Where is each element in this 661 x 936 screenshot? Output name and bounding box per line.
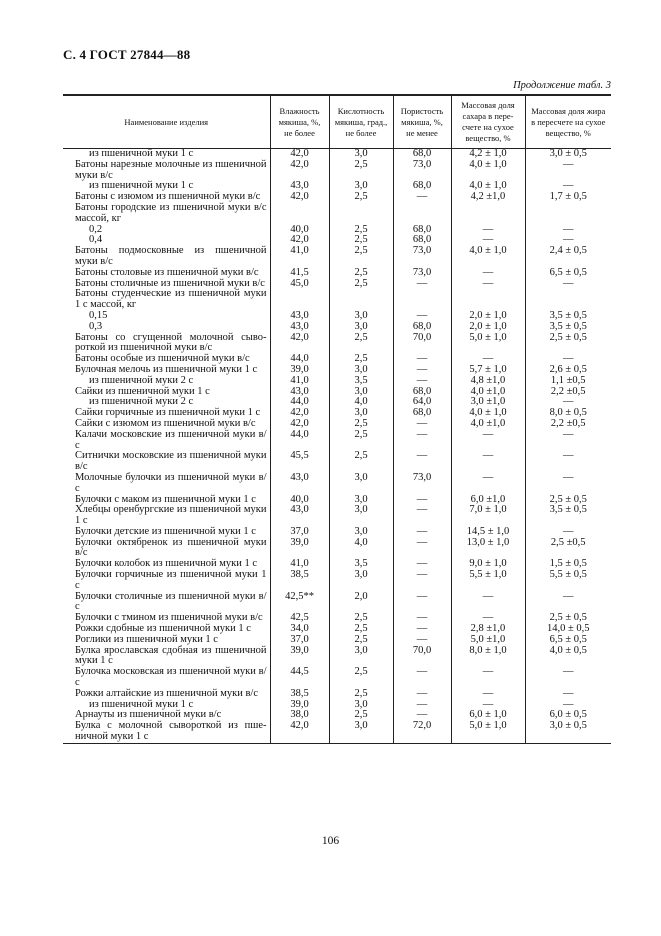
porosity-cell: 73,0 (393, 473, 451, 495)
moisture-cell: 37,0 (270, 527, 329, 538)
sugar-cell: 8,0 ± 1,0 (451, 646, 525, 668)
fat-cell: — (525, 689, 611, 700)
acidity-cell: 3,0 (329, 149, 393, 160)
product-name-cell: Батоны столичные из пшеничной муки в/с (75, 277, 265, 289)
porosity-cell: — (393, 430, 451, 452)
fat-cell: 6,0 ± 0,5 (525, 710, 611, 721)
fat-cell: 2,6 ± 0,5 (525, 365, 611, 376)
sugar-cell: 14,5 ± 1,0 (451, 527, 525, 538)
moisture-cell: 45,0 (270, 279, 329, 290)
acidity-cell: 3,5 (329, 559, 393, 570)
moisture-cell: 42,0 (270, 192, 329, 203)
porosity-cell: — (393, 279, 451, 290)
porosity-cell: 68,0 (393, 235, 451, 246)
porosity-cell: — (393, 710, 451, 721)
table-row (63, 333, 611, 355)
fat-cell: — (525, 667, 611, 689)
moisture-cell: 41,0 (270, 559, 329, 570)
moisture-cell: 38,0 (270, 710, 329, 721)
acidity-cell: 4,0 (329, 397, 393, 408)
sugar-cell: 6,0 ± 1,0 (451, 710, 525, 721)
acidity-cell: 2,5 (329, 689, 393, 700)
acidity-cell: 2,5 (329, 354, 393, 365)
acidity-cell: 3,0 (329, 365, 393, 376)
table-row (63, 430, 611, 452)
porosity-cell: — (393, 505, 451, 527)
fat-cell: 3,5 ± 0,5 (525, 505, 611, 527)
sugar-cell: — (451, 473, 525, 495)
column-header-acidity: Кислотность мякиша, град., не более (329, 95, 393, 149)
fat-cell: 3,0 ± 0,5 (525, 721, 611, 743)
product-name-cell: 0,15 (89, 309, 108, 321)
product-name-cell: Калачи московские из пшеничной муки в/с (75, 428, 267, 451)
table-row (63, 538, 611, 560)
fat-cell: 3,5 ± 0,5 (525, 311, 611, 322)
table-row (63, 451, 611, 473)
product-name-cell: Булочки столичные из пшеничной муки в/с (75, 590, 267, 613)
product-name-cell: Булочки колобок из пшеничной муки 1 с (75, 558, 258, 570)
moisture-cell: 44,0 (270, 430, 329, 452)
fat-cell: 2,5 ± 0,5 (525, 333, 611, 355)
acidity-cell (329, 289, 393, 311)
fat-cell: 2,2 ±0,5 (525, 387, 611, 398)
acidity-cell: 2,5 (329, 667, 393, 689)
porosity-cell: 68,0 (393, 408, 451, 419)
porosity-cell: — (393, 559, 451, 570)
moisture-cell: 43,0 (270, 311, 329, 322)
sugar-cell: 6,0 ±1,0 (451, 495, 525, 506)
moisture-cell (270, 203, 329, 225)
moisture-cell: 43,0 (270, 181, 329, 192)
table-row (63, 289, 611, 311)
acidity-cell: 2,5 (329, 279, 393, 290)
porosity-cell: — (393, 667, 451, 689)
fat-cell: 2,4 ± 0,5 (525, 246, 611, 268)
acidity-cell: 2,5 (329, 635, 393, 646)
acidity-cell: 2,5 (329, 451, 393, 473)
acidity-cell: 3,0 (329, 322, 393, 333)
acidity-cell: 3,0 (329, 473, 393, 495)
porosity-cell: 73,0 (393, 160, 451, 182)
fat-cell: 1,7 ± 0,5 (525, 192, 611, 203)
moisture-cell: 41,5 (270, 268, 329, 279)
sugar-cell: — (451, 235, 525, 246)
porosity-cell: — (393, 365, 451, 376)
acidity-cell: 3,0 (329, 311, 393, 322)
product-name-cell: Булочная мелочь из пшеничной муки 1 с (75, 363, 258, 375)
fat-cell: — (525, 397, 611, 408)
sugar-cell: 2,0 ± 1,0 (451, 311, 525, 322)
fat-cell: 3,5 ± 0,5 (525, 322, 611, 333)
product-name-cell: из пшеничной муки 1 с (89, 148, 194, 159)
acidity-cell: 2,5 (329, 268, 393, 279)
porosity-cell: — (393, 311, 451, 322)
product-name-cell: Хлебцы оренбургские из пшеничной муки 1 с (75, 504, 267, 527)
acidity-cell: 3,0 (329, 408, 393, 419)
column-header-porosity: Пористость мякиша, %, не менее (393, 95, 451, 149)
moisture-cell: 38,5 (270, 570, 329, 592)
acidity-cell: 3,0 (329, 527, 393, 538)
moisture-cell: 42,0 (270, 149, 329, 160)
column-header-sugar: Массовая доля сахара в пересчете на сухое вещество, % (451, 95, 525, 149)
fat-cell: — (525, 451, 611, 473)
product-name-cell: 0,2 (89, 223, 103, 235)
table-row (63, 246, 611, 268)
moisture-cell: 42,5** (270, 592, 329, 614)
porosity-cell: — (393, 700, 451, 711)
moisture-cell: 41,0 (270, 246, 329, 268)
page-header: С. 4 ГОСТ 27844—88 (63, 47, 191, 62)
table-row (63, 721, 611, 743)
fat-cell: 2,5 ±0,5 (525, 538, 611, 560)
sugar-cell: — (451, 700, 525, 711)
acidity-cell: 3,0 (329, 505, 393, 527)
porosity-cell: — (393, 376, 451, 387)
fat-cell: 1,5 ± 0,5 (525, 559, 611, 570)
product-name-cell: Сайки горчичные из пшеничной муки 1 с (75, 407, 261, 419)
product-name-cell: Батоны нарезные молочные из пшеничной муки в/с (75, 158, 267, 181)
moisture-cell: 42,0 (270, 408, 329, 419)
moisture-cell: 42,0 (270, 721, 329, 743)
porosity-cell: 73,0 (393, 268, 451, 279)
fat-cell: — (525, 700, 611, 711)
sugar-cell: 4,0 ± 1,0 (451, 246, 525, 268)
moisture-cell: 38,5 (270, 689, 329, 700)
sugar-cell: — (451, 354, 525, 365)
porosity-cell: 68,0 (393, 387, 451, 398)
sugar-cell: 4,8 ±1,0 (451, 376, 525, 387)
sugar-cell: 7,0 ± 1,0 (451, 505, 525, 527)
table-row (63, 592, 611, 614)
table-row (63, 570, 611, 592)
sugar-cell: 5,5 ± 1,0 (451, 570, 525, 592)
porosity-cell: — (393, 624, 451, 635)
acidity-cell: 4,0 (329, 538, 393, 560)
sugar-cell: — (451, 279, 525, 290)
product-name-cell: Ситнички московские из пшеничной муки в/с (75, 450, 267, 473)
acidity-cell: 2,5 (329, 430, 393, 452)
moisture-cell: 43,0 (270, 473, 329, 495)
acidity-cell: 3,5 (329, 376, 393, 387)
product-name-cell: из пшеничной муки 2 с (89, 374, 194, 386)
sugar-cell: 4,0 ±1,0 (451, 419, 525, 430)
sugar-cell: 4,0 ± 1,0 (451, 181, 525, 192)
fat-cell: 6,5 ± 0,5 (525, 635, 611, 646)
porosity-cell: 70,0 (393, 333, 451, 355)
acidity-cell: 2,5 (329, 419, 393, 430)
porosity-cell (393, 289, 451, 311)
porosity-cell: 70,0 (393, 646, 451, 668)
moisture-cell: 39,0 (270, 538, 329, 560)
product-name-cell: Булочки с маком из пшеничной муки 1 с (75, 493, 256, 505)
table-row (63, 225, 611, 236)
fat-cell: 2,5 ± 0,5 (525, 613, 611, 624)
moisture-cell: 44,0 (270, 354, 329, 365)
sugar-cell: 5,7 ± 1,0 (451, 365, 525, 376)
porosity-cell: 73,0 (393, 246, 451, 268)
moisture-cell: 43,0 (270, 505, 329, 527)
moisture-cell: 39,0 (270, 365, 329, 376)
fat-cell: 2,5 ± 0,5 (525, 495, 611, 506)
table-row (63, 505, 611, 527)
fat-cell (525, 289, 611, 311)
porosity-cell: — (393, 354, 451, 365)
sugar-cell: 4,0 ± 1,0 (451, 408, 525, 419)
table-body (63, 149, 611, 744)
fat-cell: — (525, 473, 611, 495)
product-name-cell: Батоны подмосковные из пшеничной муки в/с (75, 245, 267, 267)
sugar-cell: 4,0 ±1,0 (451, 387, 525, 398)
moisture-cell: 43,0 (270, 322, 329, 333)
fat-cell: — (525, 592, 611, 614)
product-name-cell: Батоны городские из пшеничной муки в/с массой, кг (75, 201, 267, 224)
sugar-cell (451, 289, 525, 311)
fat-cell: 2,2 ±0,5 (525, 419, 611, 430)
product-name-cell: Булочки с тмином из пшеничной муки в/с (75, 612, 263, 624)
fat-cell: — (525, 181, 611, 192)
product-name-cell: Булочки детские из пшеничной муки 1 с (75, 525, 256, 537)
sugar-cell: 5,0 ± 1,0 (451, 721, 525, 743)
table-row (63, 311, 611, 322)
sugar-cell: — (451, 268, 525, 279)
moisture-cell: 42,5 (270, 613, 329, 624)
fat-cell: — (525, 430, 611, 452)
acidity-cell: 3,0 (329, 700, 393, 711)
table-row (63, 473, 611, 495)
fat-cell: — (525, 279, 611, 290)
sugar-cell: — (451, 592, 525, 614)
porosity-cell: 68,0 (393, 322, 451, 333)
product-name-cell: Батоны со сгущенной молочной сывороткой из пшеничной муки в/с (75, 331, 267, 354)
table-row (63, 160, 611, 182)
sugar-cell: — (451, 451, 525, 473)
moisture-cell: 42,0 (270, 333, 329, 355)
fat-cell: 3,0 ± 0,5 (525, 149, 611, 160)
fat-cell (525, 203, 611, 225)
sugar-cell: — (451, 430, 525, 452)
acidity-cell: 3,0 (329, 646, 393, 668)
product-name-cell: Рожки сдобные из пшеничной муки 1 с (75, 623, 251, 635)
quality-table (63, 94, 611, 744)
sugar-cell: 5,0 ±1,0 (451, 635, 525, 646)
acidity-cell: 2,5 (329, 225, 393, 236)
acidity-cell: 2,5 (329, 333, 393, 355)
fat-cell: 8,0 ± 0,5 (525, 408, 611, 419)
porosity-cell: — (393, 419, 451, 430)
product-name-cell: 0,3 (89, 320, 103, 332)
product-name-cell: Булочки горчичные из пшеничной муки 1 с (75, 569, 267, 591)
product-name-cell: Рожки алтайские из пшеничной муки в/с (75, 687, 258, 699)
moisture-cell: 42,0 (270, 160, 329, 182)
product-name-cell: Роглики из пшеничной муки 1 с (75, 633, 218, 645)
porosity-cell: — (393, 689, 451, 700)
sugar-cell: — (451, 225, 525, 236)
sugar-cell: 4,2 ±1,0 (451, 192, 525, 203)
fat-cell: 1,1 ±0,5 (525, 376, 611, 387)
acidity-cell: 3,0 (329, 570, 393, 592)
acidity-cell: 2,5 (329, 710, 393, 721)
moisture-cell: 34,0 (270, 624, 329, 635)
table-row (63, 322, 611, 333)
acidity-cell: 3,0 (329, 495, 393, 506)
product-name-cell: из пшеничной муки 2 с (89, 396, 194, 408)
porosity-cell: 68,0 (393, 149, 451, 160)
porosity-cell: — (393, 570, 451, 592)
product-name-cell: Молочные булочки из пшеничной муки в/с (75, 471, 267, 494)
fat-cell: — (525, 235, 611, 246)
product-name-cell: Булка ярославская сдобная из пшеничной муки 1 с (75, 644, 267, 667)
moisture-cell: 44,0 (270, 397, 329, 408)
porosity-cell: — (393, 592, 451, 614)
moisture-cell: 45,5 (270, 451, 329, 473)
porosity-cell: — (393, 635, 451, 646)
sugar-cell (451, 203, 525, 225)
table-row (63, 376, 611, 387)
product-name-cell: Сайки с изюмом из пшеничной муки в/с (75, 417, 256, 429)
fat-cell: 14,0 ± 0,5 (525, 624, 611, 635)
sugar-cell: 2,8 ±1,0 (451, 624, 525, 635)
sugar-cell: 13,0 ± 1,0 (451, 538, 525, 560)
porosity-cell: — (393, 192, 451, 203)
product-name-cell: Булка с молочной сывороткой из пшеничной муки 1 с (63, 721, 270, 743)
moisture-cell: 40,0 (270, 225, 329, 236)
acidity-cell: 2,0 (329, 592, 393, 614)
porosity-cell: — (393, 451, 451, 473)
product-name-cell: Сайки из пшеничной муки 1 с (75, 385, 210, 397)
sugar-cell: 4,0 ± 1,0 (451, 160, 525, 182)
fat-cell: — (525, 527, 611, 538)
product-name-cell: из пшеничной муки 1 с (89, 180, 194, 192)
column-header-moisture: Влажность мякиша, %, не более (270, 95, 329, 149)
porosity-cell: 68,0 (393, 181, 451, 192)
acidity-cell: 2,5 (329, 624, 393, 635)
table-row (63, 268, 611, 279)
porosity-cell: — (393, 613, 451, 624)
sugar-cell: 9,0 ± 1,0 (451, 559, 525, 570)
moisture-cell: 42,0 (270, 235, 329, 246)
fat-cell: — (525, 225, 611, 236)
product-name-cell: Булочки октябренок из пшеничной муки в/с (75, 536, 267, 559)
acidity-cell: 2,5 (329, 613, 393, 624)
porosity-cell: — (393, 538, 451, 560)
table-row (63, 646, 611, 668)
product-name-cell: из пшеничной муки 1 с (89, 698, 194, 710)
product-name-cell: 0,4 (89, 234, 103, 246)
porosity-cell: 68,0 (393, 225, 451, 236)
moisture-cell: 40,0 (270, 495, 329, 506)
sugar-cell: 2,0 ± 1,0 (451, 322, 525, 333)
page-number: 106 (321, 835, 340, 847)
porosity-cell: 64,0 (393, 397, 451, 408)
table-continuation-label: Продолжение табл. 3 (513, 80, 611, 91)
fat-cell: — (525, 160, 611, 182)
product-name-cell: Батоны с изюмом из пшеничной муки в/с (75, 191, 261, 203)
acidity-cell: 2,5 (329, 160, 393, 182)
fat-cell: 5,5 ± 0,5 (525, 570, 611, 592)
column-header-product: Наименование изделия (63, 95, 270, 149)
table-header-row (63, 95, 611, 149)
fat-cell: 4,0 ± 0,5 (525, 646, 611, 668)
acidity-cell: 3,0 (329, 387, 393, 398)
acidity-cell: 3,0 (329, 721, 393, 743)
moisture-cell (270, 289, 329, 311)
sugar-cell: — (451, 689, 525, 700)
moisture-cell: 41,0 (270, 376, 329, 387)
acidity-cell: 3,0 (329, 181, 393, 192)
product-name-cell: Арнауты из пшеничной муки в/с (75, 709, 222, 721)
moisture-cell: 39,0 (270, 700, 329, 711)
moisture-cell: 44,5 (270, 667, 329, 689)
moisture-cell: 42,0 (270, 419, 329, 430)
acidity-cell: 2,5 (329, 235, 393, 246)
product-name-cell: Батоны студенческие из пшеничной муки 1 с массой, кг (75, 288, 267, 311)
product-name-cell: Батоны столовые из пшеничной муки в/с (75, 266, 259, 278)
porosity-cell: — (393, 527, 451, 538)
fat-cell: — (525, 354, 611, 365)
acidity-cell: 2,5 (329, 192, 393, 203)
product-name-cell: Булочка московская из пшеничной муки в/с (75, 666, 267, 689)
porosity-cell: — (393, 495, 451, 506)
moisture-cell: 43,0 (270, 387, 329, 398)
table-row (63, 667, 611, 689)
acidity-cell (329, 203, 393, 225)
acidity-cell: 2,5 (329, 246, 393, 268)
sugar-cell: 4,2 ± 1,0 (451, 149, 525, 160)
table-row (63, 203, 611, 225)
moisture-cell: 39,0 (270, 646, 329, 668)
product-name-cell: Батоны особые из пшеничной муки в/с (75, 353, 250, 365)
sugar-cell: 3,0 ±1,0 (451, 397, 525, 408)
sugar-cell: — (451, 613, 525, 624)
sugar-cell: — (451, 667, 525, 689)
column-header-fat: Массовая доля жира в пересчете на сухое вещество, % (525, 95, 611, 149)
porosity-cell (393, 203, 451, 225)
fat-cell: 6,5 ± 0,5 (525, 268, 611, 279)
sugar-cell: 5,0 ± 1,0 (451, 333, 525, 355)
moisture-cell: 37,0 (270, 635, 329, 646)
porosity-cell: 72,0 (393, 721, 451, 743)
